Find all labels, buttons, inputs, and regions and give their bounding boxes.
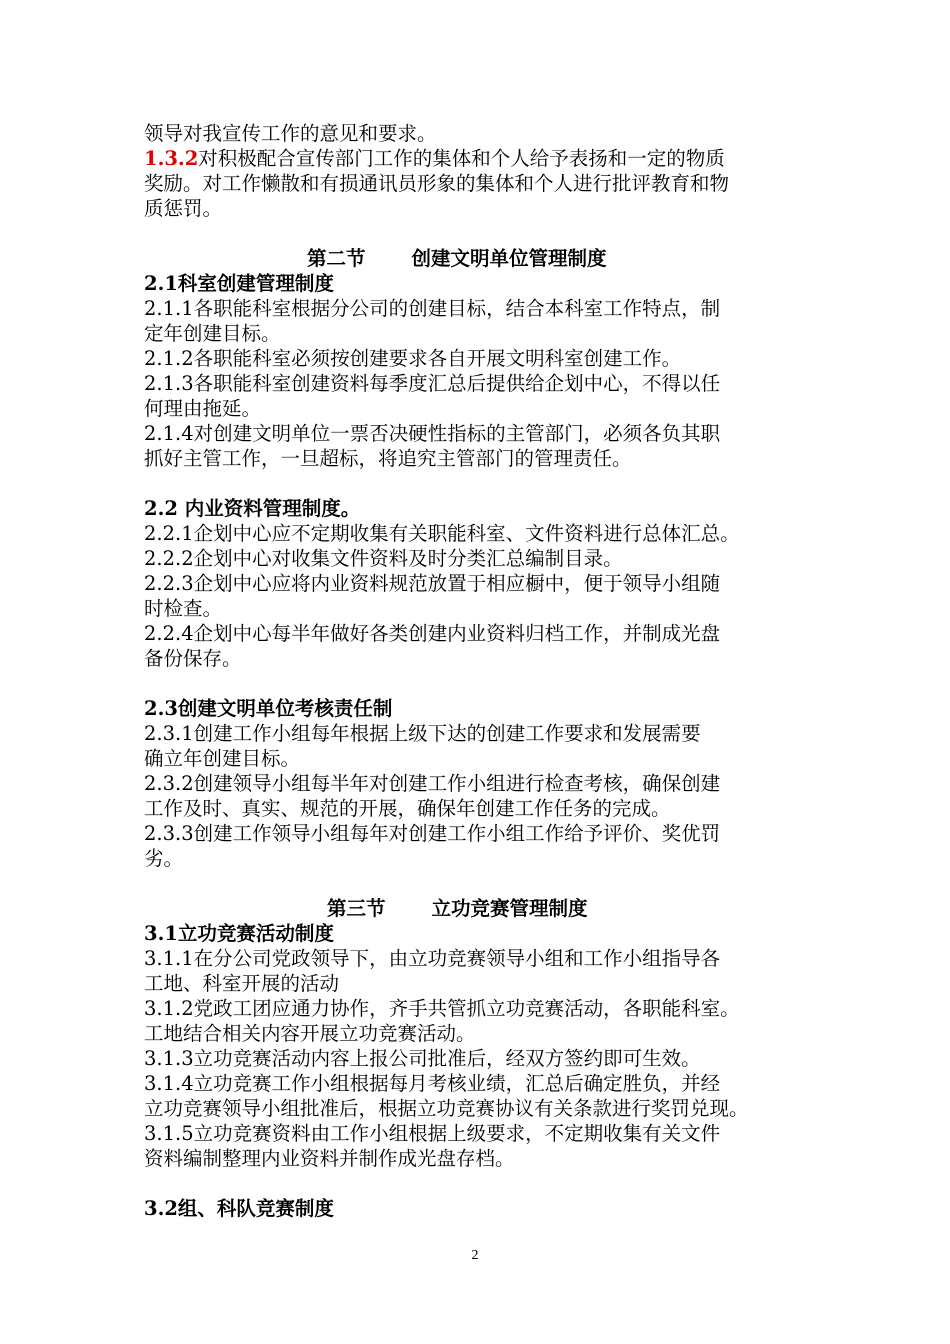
section-3-title (144, 896, 824, 921)
section-number: 第二节 (307, 247, 366, 270)
clause-line: 工作及时、真实、规范的开展，确保年创建工作任务的完成。 (144, 797, 671, 820)
clause-line: 立功竞赛领导小组批准后，根据立功竞赛协议有关条款进行奖罚兑现。 (144, 1097, 749, 1120)
subsection-heading: 2.1科室创建管理制度 (144, 272, 334, 295)
section-2-title (144, 246, 824, 271)
clause-line: 2.3.1创建工作小组每年根据上级下达的创建工作要求和发展需要 (144, 722, 701, 745)
clause-line: 3.1.4立功竞赛工作小组根据每月考核业绩，汇总后确定胜负，并经 (144, 1072, 721, 1095)
clause-line: 工地结合相关内容开展立功竞赛活动。 (144, 1022, 476, 1045)
section-number: 第三节 (327, 897, 386, 920)
document-page (144, 121, 824, 1221)
clause-line: 2.2.1企划中心应不定期收集有关职能科室、文件资料进行总体汇总。 (144, 522, 740, 545)
clause-line: 何理由拖延。 (144, 397, 262, 420)
paragraph-line: 领导对我宣传工作的意见和要求。 (144, 122, 437, 145)
clause-line: 2.1.3各职能科室创建资料每季度汇总后提供给企划中心，不得以任 (144, 372, 721, 395)
blank-line (144, 471, 824, 496)
clause-line: 工地、科室开展的活动 (144, 972, 340, 995)
clause-line: 2.1.2各职能科室必须按创建要求各自开展文明科室创建工作。 (144, 347, 682, 370)
clause-line: 3.1.2党政工团应通力协作，齐手共管抓立功竞赛活动，各职能科室。 (144, 997, 740, 1020)
clause-line: 2.1.1各职能科室根据分公司的创建目标，结合本科室工作特点，制 (144, 297, 721, 320)
clause-text: 对积极配合宣传部门工作的集体和个人给予表扬和一定的物质 (198, 147, 725, 170)
page-number: 2 (471, 1248, 479, 1263)
clause-line: 资料编制整理内业资料并制作成光盘存档。 (144, 1147, 515, 1170)
section-name: 创建文明单位管理制度 (411, 247, 607, 270)
clause-line: 确立年创建目标。 (144, 747, 301, 770)
clause-line: 2.2.2企划中心对收集文件资料及时分类汇总编制目录。 (144, 547, 623, 570)
clause-line: 定年创建目标。 (144, 322, 281, 345)
clause-line: 3.1.5立功竞赛资料由工作小组根据上级要求，不定期收集有关文件 (144, 1122, 721, 1145)
blank-line (144, 221, 824, 246)
clause-line: 时检查。 (144, 597, 223, 620)
clause-line: 劣。 (144, 847, 184, 870)
subsection-heading: 3.1立功竞赛活动制度 (144, 922, 334, 945)
clause-line: 备份保存。 (144, 647, 242, 670)
subsection-heading: 2.2 内业资料管理制度。 (144, 497, 361, 520)
section-name: 立功竞赛管理制度 (431, 897, 588, 920)
clause-number-highlighted: 1.3.2 (144, 147, 199, 170)
clause-line: 2.1.4对创建文明单位一票否决硬性指标的主管部门，必须各负其职 (144, 422, 721, 445)
clause-line: 2.2.4企划中心每半年做好各类创建内业资料归档工作，并制成光盘 (144, 622, 721, 645)
clause-line: 抓好主管工作，一旦超标，将追究主管部门的管理责任。 (144, 447, 632, 470)
blank-line (144, 1171, 824, 1196)
clause-line: 2.2.3企划中心应将内业资料规范放置于相应橱中，便于领导小组随 (144, 572, 721, 595)
paragraph-line: 奖励。对工作懒散和有损通讯员形象的集体和个人进行批评教育和物 (144, 172, 730, 195)
clause-line: 2.3.3创建工作领导小组每年对创建工作小组工作给予评价、奖优罚 (144, 822, 721, 845)
clause-line: 3.1.3立功竞赛活动内容上报公司批准后，经双方签约即可生效。 (144, 1047, 701, 1070)
subsection-heading: 2.3创建文明单位考核责任制 (144, 697, 393, 720)
clause-line: 2.3.2创建领导小组每半年对创建工作小组进行检查考核，确保创建 (144, 772, 721, 795)
subsection-heading: 3.2组、科队竞赛制度 (144, 1197, 334, 1220)
paragraph-line: 质惩罚。 (144, 197, 223, 220)
clause-line: 3.1.1在分公司党政领导下，由立功竞赛领导小组和工作小组指导各 (144, 947, 721, 970)
blank-line (144, 671, 824, 696)
paragraph-line (144, 146, 824, 171)
blank-line (144, 871, 824, 896)
